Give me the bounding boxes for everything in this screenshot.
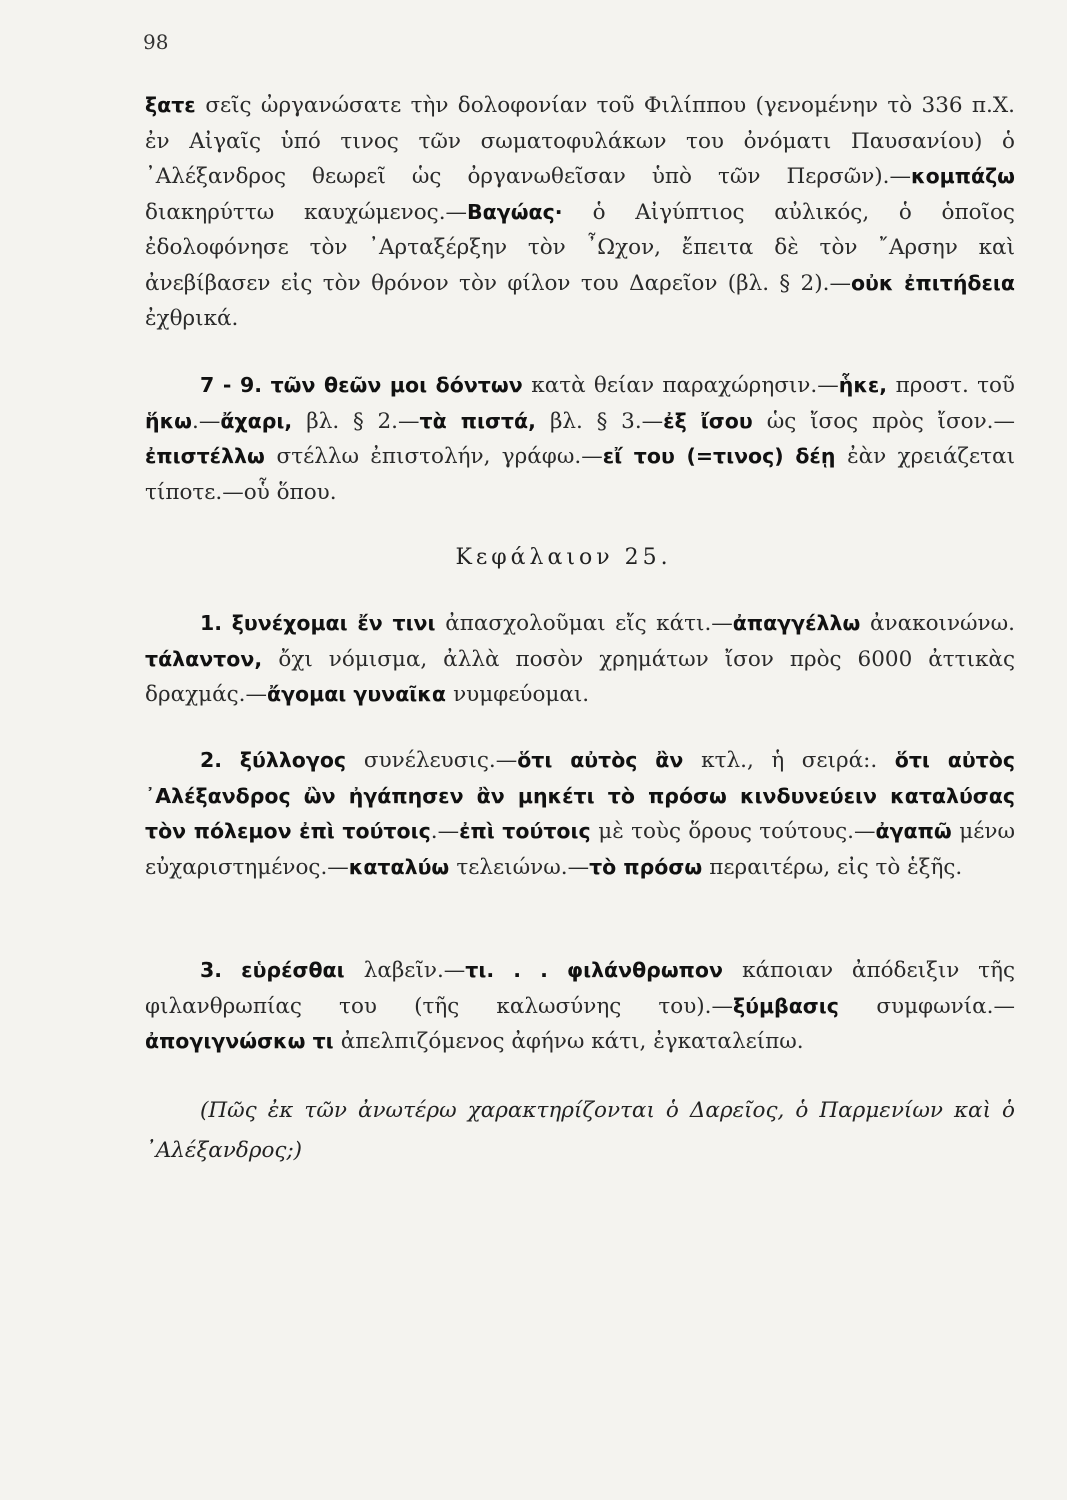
lemma-term: 3. εὑρέσθαι xyxy=(200,958,364,982)
gloss-text: νυμφεύομαι. xyxy=(453,682,590,707)
lemma-term: τι. . . φιλάνθρωπον xyxy=(465,958,743,982)
gloss-text: ἐχθρικά. xyxy=(145,306,239,331)
chapter-heading: Κεφάλαιον 25. xyxy=(455,545,672,570)
gloss-text: στέλλω ἐπιστολήν, γράφω.— xyxy=(276,444,603,469)
gloss-text: ἀνακοινώνω. xyxy=(870,611,1015,636)
lemma-term: τάλαντον, xyxy=(145,646,279,671)
gloss-text: περαιτέρω, εἰς τὸ ἑξῆς. xyxy=(709,854,963,880)
lemma-term: 1. ξυνέχομαι ἔν τινι xyxy=(200,611,446,635)
lemma-term: τὸ πρόσω xyxy=(589,854,710,879)
paragraph-1 xyxy=(145,606,1015,713)
lemma-term: ὅτι αὐτὸς ἂν xyxy=(517,748,702,772)
gloss-text: σεῖς ὠργανώσατε τὴν δολοφονίαν τοῦ Φιλίππου (γενομένην τὸ 336 π.Χ. ἐν Αἰγαῖς ὑπό τινος τῶν σωματοφυλάκων του ὀνόματι Παυσανίου) ὁ ᾿Αλέξανδρος θεωρεῖ ὡς ὀργανωθεῖσαν ὑπὸ τῶν Περσῶν).— xyxy=(145,93,1015,189)
paragraph-2 xyxy=(145,743,1015,885)
gloss-text: συμφωνία.— xyxy=(876,993,1015,1019)
gloss-text: προστ. τοῦ xyxy=(895,373,1015,398)
lemma-term: ἀπαγγέλλω xyxy=(732,611,871,635)
lemma-term: ἄχαρι, xyxy=(220,408,307,433)
gloss-text: βλ. § 2.— xyxy=(306,408,420,434)
gloss-text: κατὰ θείαν παραχώρησιν.— xyxy=(531,373,839,398)
gloss-text: μένω εὐχαριστημένος.— xyxy=(145,819,1015,880)
gloss-text: συνέλευσις.— xyxy=(363,748,518,773)
gloss-text: λαβεῖν.— xyxy=(363,958,466,983)
lemma-term: ἧκε, xyxy=(838,373,896,397)
lemma-term: τὰ πιστά, xyxy=(419,408,550,433)
paragraph-continuation xyxy=(145,88,1015,337)
gloss-text: διακηρύττω καυχώμενος.— xyxy=(145,199,468,225)
gloss-text: τελειώνω.— xyxy=(456,854,590,880)
lemma-term: κομπάζω xyxy=(911,164,1015,188)
gloss-text: ἀπελπιζόμενος ἀφήνω κάτι, ἐγκαταλείπω. xyxy=(340,1029,804,1054)
lemma-term: Βαγώας· xyxy=(467,199,593,224)
gloss-text: .— xyxy=(191,408,221,434)
gloss-text: ὁ Αἰγύπτιος αὐλικός, ὁ ὁποῖος ἐδολοφόνησε τὸν ᾿Αρταξέρξην τὸν ῏Ωχον, ἔπειτα δὲ τὸν ῎Αρσην καὶ ἀνεβίβασεν εἰς τὸν θρόνον τὸν φίλον του Δαρεῖον (βλ. § 2).— xyxy=(145,199,1015,296)
gloss-text: βλ. § 3.— xyxy=(549,408,664,434)
page-number: 98 xyxy=(143,30,169,54)
lemma-term: ἄγομαι γυναῖκα xyxy=(267,682,454,706)
lemma-term: ἀγαπῶ xyxy=(875,819,960,843)
lemma-term: ὅτι αὐτὸς ᾿Αλέξανδρος ὢν ἠγάπησεν ἂν μηκέτι τὸ πρόσω κινδυνεύειν καταλύσας τὸν πόλεμον ἐπὶ τούτοις xyxy=(145,748,1016,843)
lemma-term: 7 - 9. τῶν θεῶν μοι δόντων xyxy=(200,373,532,397)
lemma-term: 2. ξύλλογος xyxy=(200,748,364,772)
lemma-term: ἐξ ἴσου xyxy=(663,408,767,433)
lemma-term: ἐπιστέλλω xyxy=(145,444,277,468)
paragraph-7-9 xyxy=(145,368,1015,510)
gloss-text: μὲ τοὺς ὅρους τούτους.— xyxy=(598,819,876,844)
paragraph-3 xyxy=(145,953,1015,1060)
gloss-text: ὡς ἴσος πρὸς ἴσον.— xyxy=(766,408,1015,434)
closing-question: (Πῶς ἐκ τῶν ἀνωτέρω χαρακτηρίζονται ὁ Δαρεῖος, ὁ Παρμενίων καὶ ὁ ᾿Αλέξανδρος;) xyxy=(145,1098,1015,1163)
lemma-term: ξατε xyxy=(145,93,206,117)
lemma-term: καταλύω xyxy=(348,854,457,879)
lemma-term: ἥκω xyxy=(145,408,192,433)
gloss-text: .— xyxy=(430,819,460,844)
gloss-text: κάποιαν ἀπόδειξιν τῆς φιλανθρωπίας του (τῆς καλωσύνης του).— xyxy=(145,958,1015,1019)
gloss-text: ἀπασχολοῦμαι εἴς κάτι.— xyxy=(445,611,733,636)
gloss-text: ἐὰν χρειάζεται τίποτε.—οὗ ὅπου. xyxy=(145,444,1015,505)
gloss-text: ὄχι νόμισμα, ἀλλὰ ποσὸν χρημάτων ἴσον πρὸς 6000 ἀττικὰς δραχμάς.— xyxy=(145,646,1015,707)
lemma-term: εἴ του (=τινος) δέῃ xyxy=(602,444,848,468)
lemma-term: ἀπογιγνώσκω τι xyxy=(145,1029,341,1053)
gloss-text: κτλ., ἡ σειρά:. xyxy=(701,748,895,773)
lemma-term: ἐπὶ τούτοις xyxy=(459,819,599,843)
lemma-term: οὐκ ἐπιτήδεια xyxy=(850,270,1015,295)
lemma-term: ξύμβασις xyxy=(733,993,877,1018)
